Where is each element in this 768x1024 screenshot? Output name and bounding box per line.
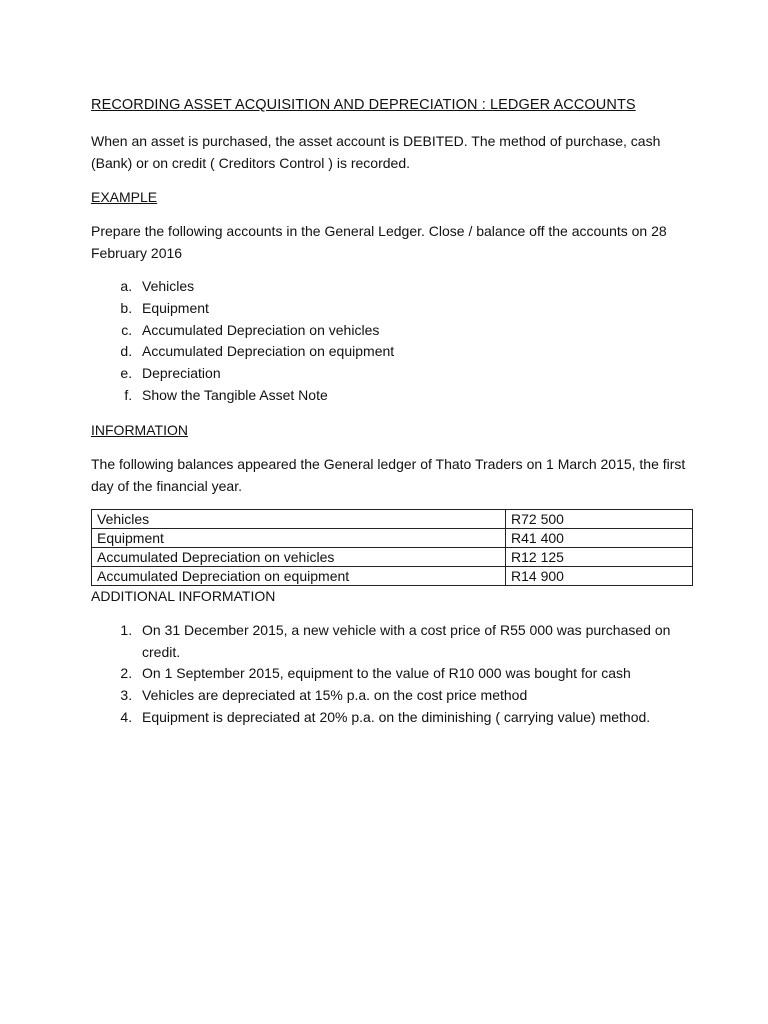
account-cell: Accumulated Depreciation on equipment <box>92 566 506 585</box>
balances-table <box>91 509 693 586</box>
task-list <box>91 276 693 407</box>
table-row <box>92 528 693 547</box>
additional-info-item: 2. On 1 September 2015, equipment to the value of R10 000 was bought for cash <box>136 663 693 685</box>
additional-info-item: 3. Vehicles are depreciated at 15% p.a. on the cost price method <box>136 685 693 707</box>
table-row <box>92 547 693 566</box>
additional-info-item: 4. Equipment is depreciated at 20% p.a. on the diminishing ( carrying value) method. <box>136 707 693 729</box>
task-item: e. Depreciation <box>136 363 693 385</box>
additional-info-item: 1. On 31 December 2015, a new vehicle with a cost price of R55 000 was purchased on credit. <box>136 620 693 664</box>
account-cell: Vehicles <box>92 509 506 528</box>
instruction-paragraph: Prepare the following accounts in the General Ledger. Close / balance off the accounts on 28 February 2016 <box>91 223 667 261</box>
table-row <box>92 509 693 528</box>
intro-paragraph: When an asset is purchased, the asset account is DEBITED. The method of purchase, cash (Bank) or on credit ( Creditors Control ) is recorded. <box>91 133 661 171</box>
task-item: a. Vehicles <box>136 276 693 298</box>
task-item: c. Accumulated Depreciation on vehicles <box>136 320 693 342</box>
balances-intro: The following balances appeared the General ledger of Thato Traders on 1 March 2015, the first day of the financial year. <box>91 455 686 494</box>
information-heading: INFORMATION <box>91 421 188 438</box>
document-title: RECORDING ASSET ACQUISITION AND DEPRECIATION : LEDGER ACCOUNTS <box>91 97 636 113</box>
additional-info-list <box>91 620 693 729</box>
table-row <box>92 566 693 585</box>
task-item: f. Show the Tangible Asset Note <box>136 385 693 407</box>
additional-information-heading: ADDITIONAL INFORMATION <box>91 587 276 604</box>
example-heading: EXAMPLE <box>91 189 158 205</box>
account-cell: Accumulated Depreciation on vehicles <box>92 547 506 566</box>
task-item: b. Equipment <box>136 298 693 320</box>
task-item: d. Accumulated Depreciation on equipment <box>136 341 693 363</box>
amount-cell: R14 900 <box>506 566 693 585</box>
amount-cell: R72 500 <box>506 509 693 528</box>
amount-cell: R12 125 <box>506 547 693 566</box>
amount-cell: R41 400 <box>506 528 693 547</box>
document-page <box>91 94 693 741</box>
account-cell: Equipment <box>92 528 506 547</box>
